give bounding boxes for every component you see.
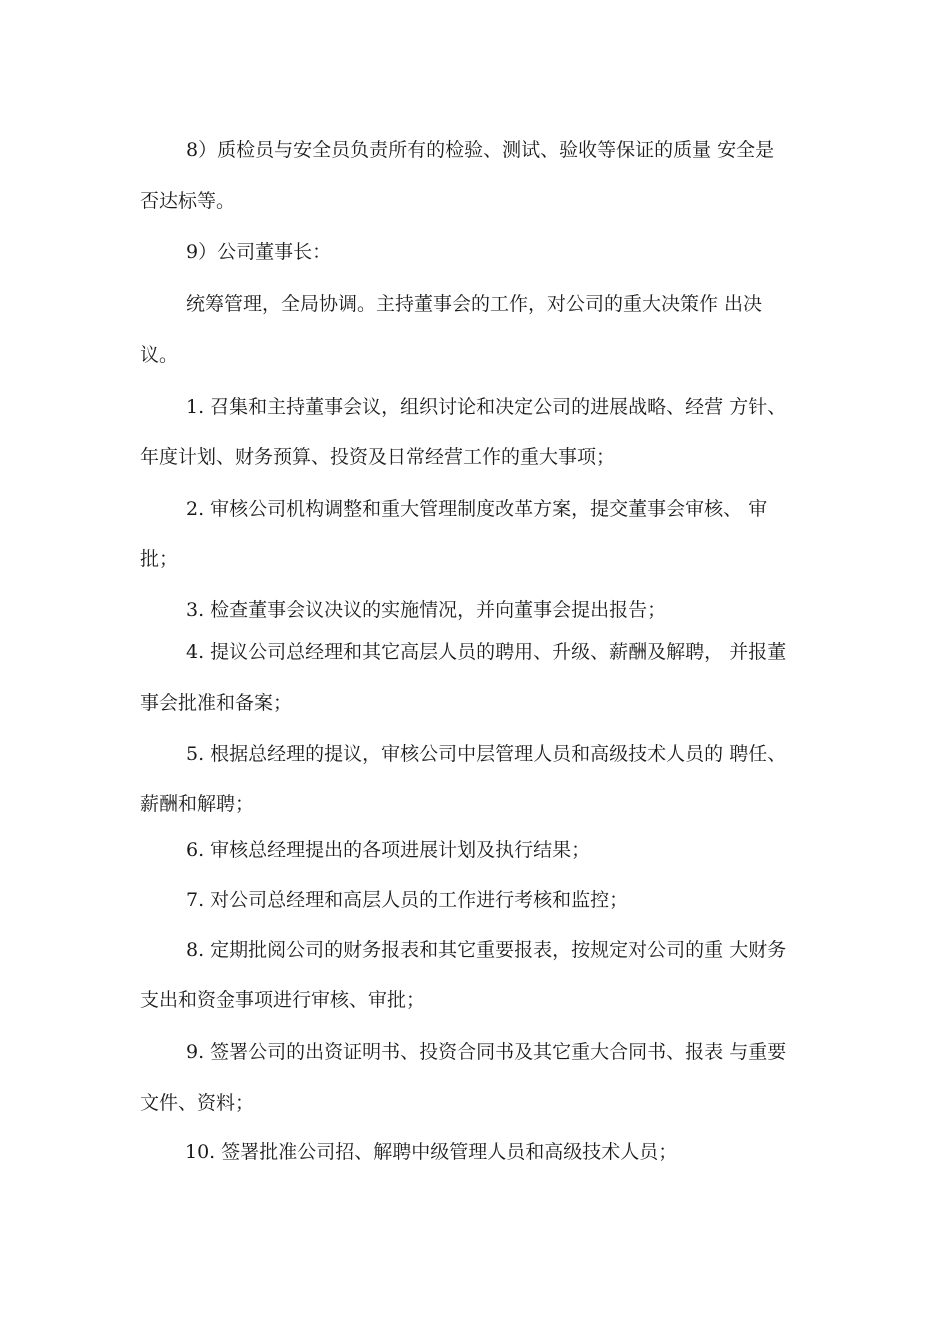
list-item-line: 7. 对公司总经理和高层人员的工作进行考核和监控； (186, 889, 629, 911)
paragraph-line: 否达标等。 (140, 190, 236, 212)
list-item-line: 薪酬和解聘； (140, 793, 255, 815)
list-item-line: 5. 根据总经理的提议，审核公司中层管理人员和高级技术人员的 聘任、 (186, 743, 787, 765)
list-item-line: 6. 审核总经理提出的各项进展计划及执行结果； (186, 839, 591, 861)
paragraph-line: 8）质检员与安全员负责所有的检验、测试、验收等保证的质量 安全是 (186, 139, 775, 161)
list-item-line: 3. 检查董事会议决议的实施情况，并向董事会提出报告； (186, 599, 667, 621)
list-item-line: 批； (140, 548, 179, 570)
list-item-line: 2. 审核公司机构调整和重大管理制度改革方案，提交董事会审核、 审 (186, 498, 768, 520)
list-item-line: 文件、资料； (140, 1092, 255, 1114)
list-item-line: 1. 召集和主持董事会议，组织讨论和决定公司的进展战略、经营 方针、 (186, 396, 787, 418)
list-item-line: 9. 签署公司的出资证明书、投资合同书及其它重大合同书、报表 与重要 (186, 1041, 787, 1063)
paragraph-line: 议。 (140, 344, 179, 366)
list-item-line: 8. 定期批阅公司的财务报表和其它重要报表，按规定对公司的重 大财务 (186, 939, 787, 961)
list-item-line: 年度计划、财务预算、投资及日常经营工作的重大事项； (140, 446, 616, 468)
list-item-line: 10. 签署批准公司招、解聘中级管理人员和高级技术人员； (185, 1141, 678, 1163)
paragraph-line: 统筹管理，全局协调。主持董事会的工作，对公司的重大决策作 出决 (186, 293, 763, 315)
section-heading: 9）公司董事长： (186, 241, 332, 263)
list-item-line: 4. 提议公司总经理和其它高层人员的聘用、升级、薪酬及解聘， 并报董 (186, 641, 787, 663)
list-item-line: 支出和资金事项进行审核、审批； (140, 989, 426, 1011)
list-item-line: 事会批准和备案； (140, 692, 293, 714)
